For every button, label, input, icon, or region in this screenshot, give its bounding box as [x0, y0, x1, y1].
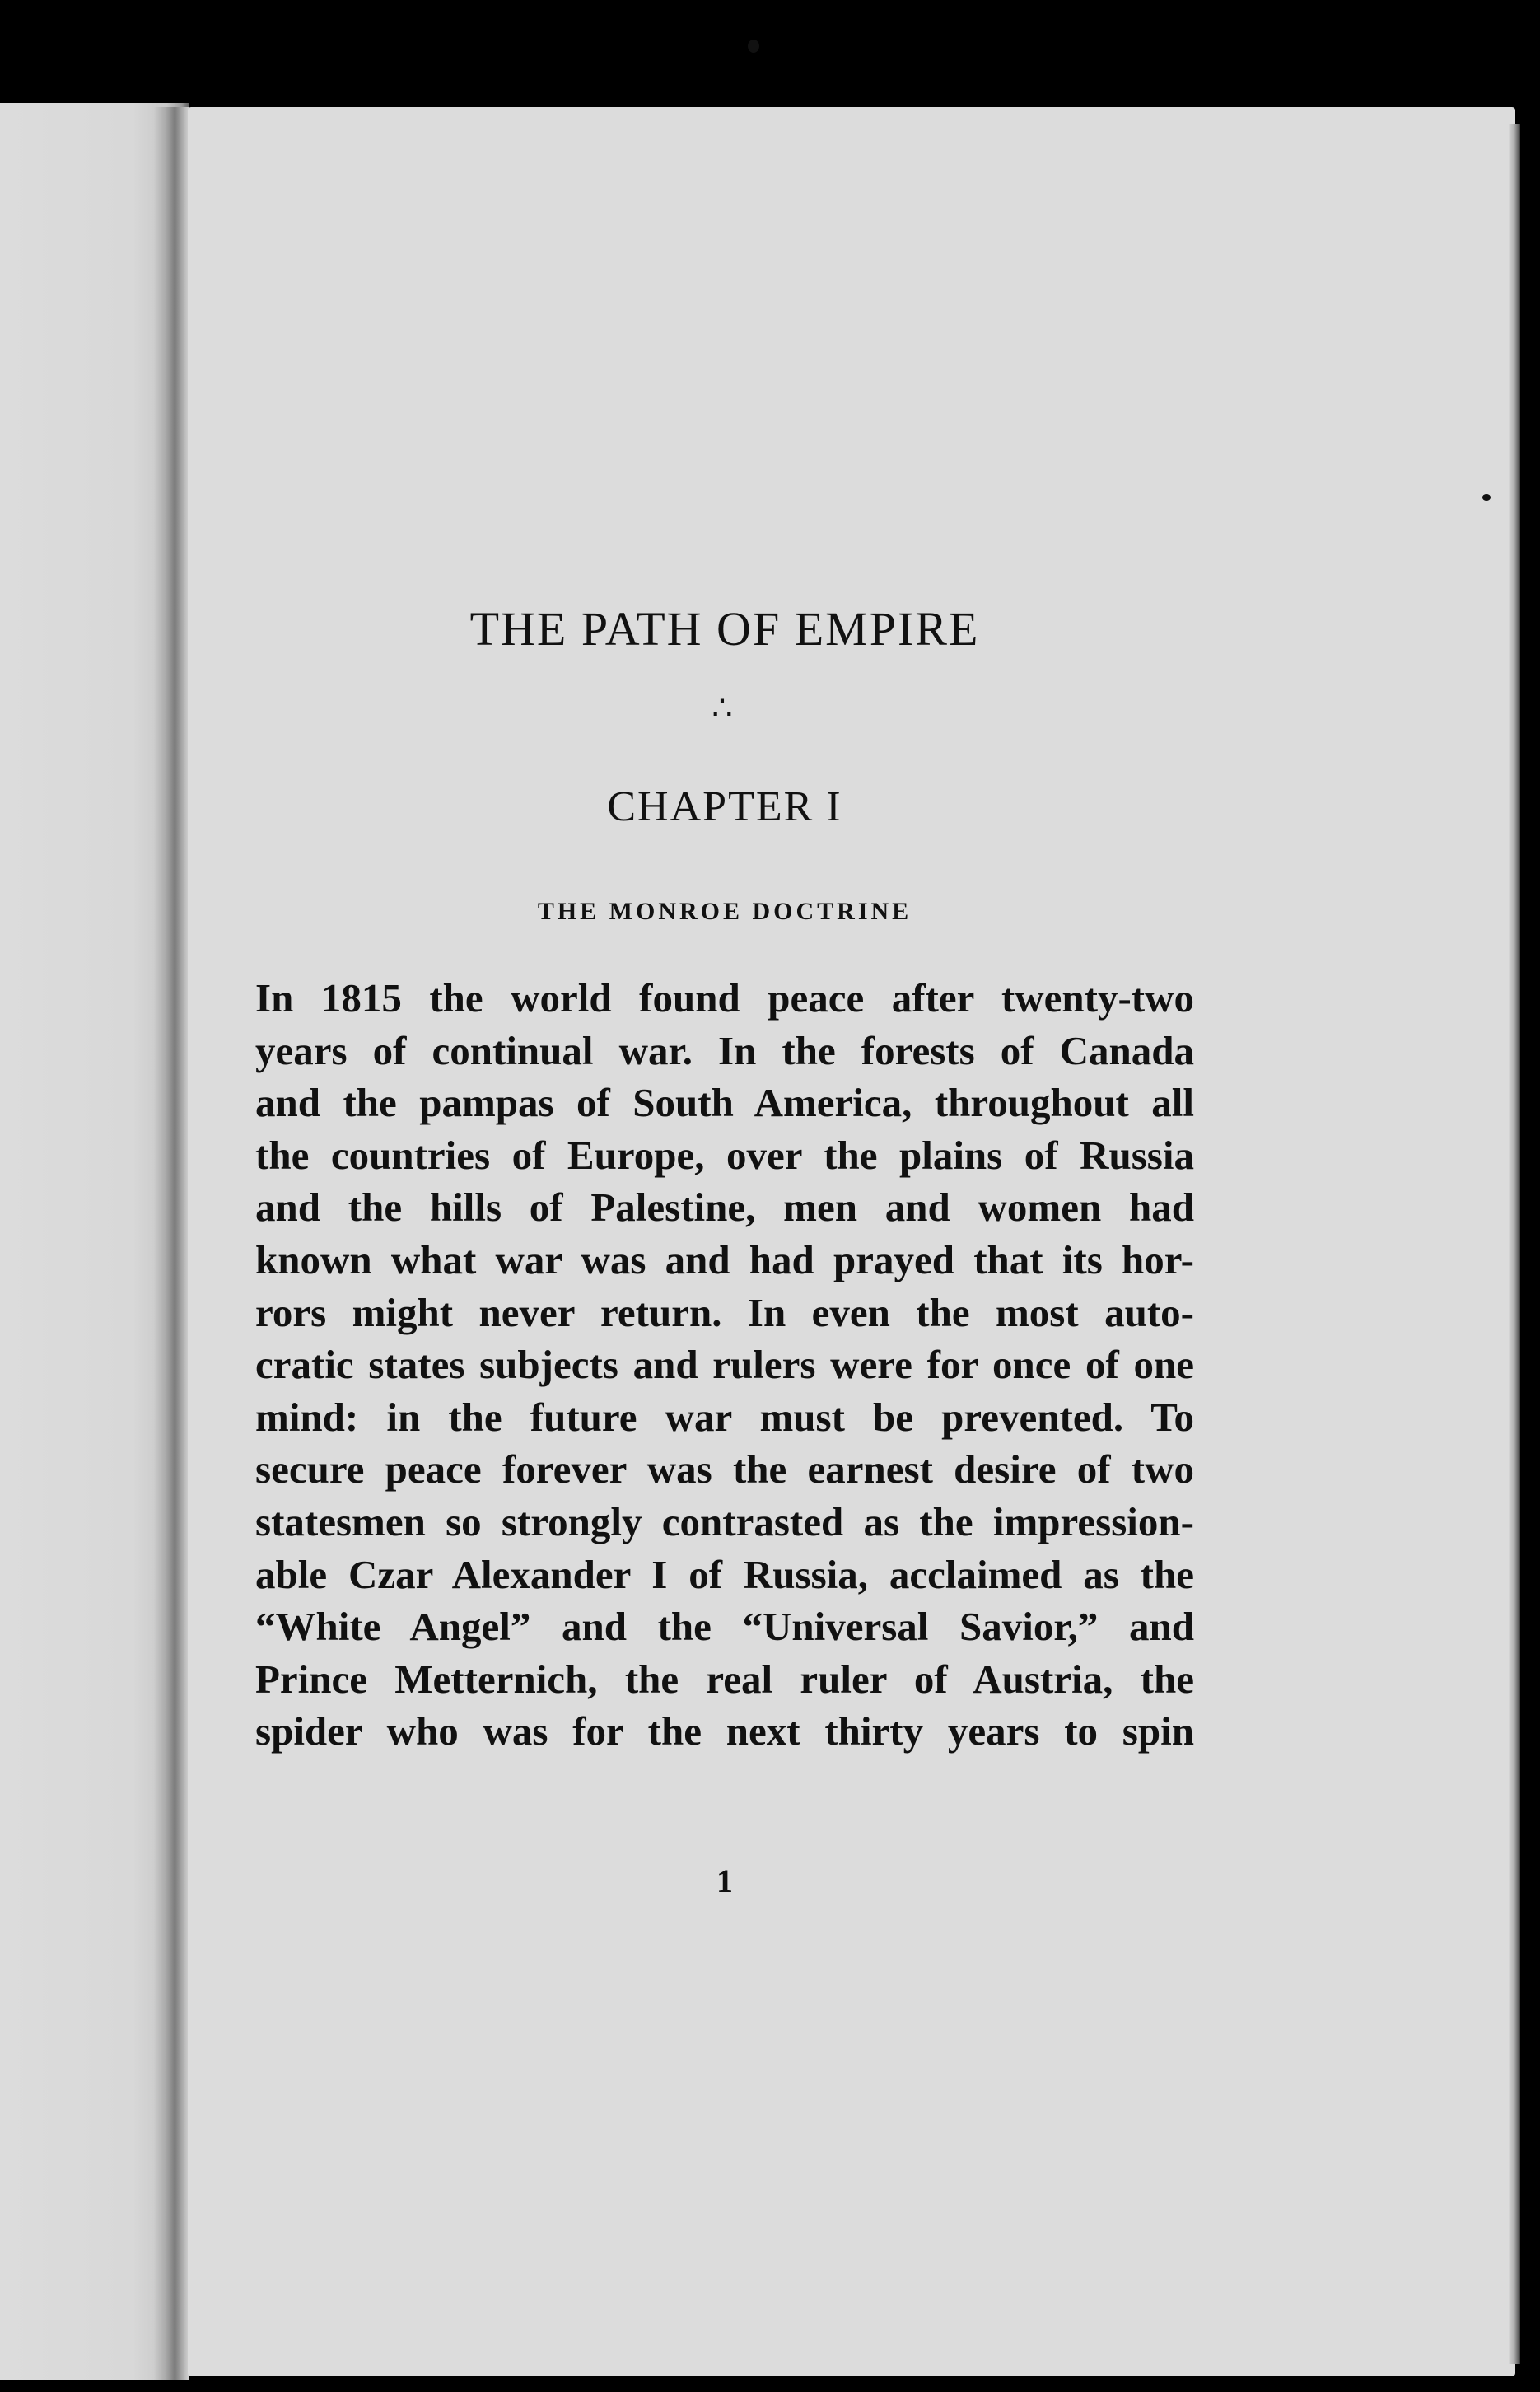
ornament: ∴	[712, 689, 738, 726]
chapter-title: THE MONROE DOCTRINE	[537, 898, 912, 925]
body-line: known what war was and had prayed that its hor-	[255, 1236, 1194, 1282]
body-line: “White Angel” and the “Universal Savior,” and	[255, 1604, 1194, 1650]
body-line: In 1815 the world found peace after twenty-two	[255, 975, 1194, 1021]
book-gutter	[153, 107, 189, 2380]
body-line: spider who was for the next thirty years to spin	[255, 1708, 1194, 1754]
page-number: 1	[716, 1862, 733, 1899]
dust-speck	[1482, 494, 1491, 501]
page-edge	[1509, 124, 1520, 2364]
body-line: the countries of Europe, over the plains of Russia	[255, 1132, 1194, 1178]
body-line: rors might never return. In even the most auto-	[255, 1289, 1194, 1335]
chapter-number: CHAPTER I	[607, 783, 842, 830]
body-line: and the pampas of South America, throughout all	[255, 1080, 1194, 1126]
body-line: secure peace forever was the earnest desire of two	[255, 1446, 1194, 1493]
chapter-body	[255, 972, 1194, 1758]
body-line: years of continual war. In the forests of Canada	[255, 1027, 1194, 1073]
body-line: Prince Metternich, the real ruler of Austria, the	[255, 1656, 1194, 1702]
body-line: and the hills of Palestine, men and women had	[255, 1184, 1194, 1231]
book-title: THE PATH OF EMPIRE	[469, 602, 980, 656]
body-line: cratic states subjects and rulers were for once of one	[255, 1342, 1194, 1388]
body-line: able Czar Alexander I of Russia, acclaimed as the	[255, 1551, 1194, 1597]
dust-speck	[748, 40, 759, 53]
body-line: statesmen so strongly contrasted as the impression-	[255, 1498, 1194, 1544]
body-line: mind: in the future war must be prevented. To	[255, 1394, 1194, 1440]
